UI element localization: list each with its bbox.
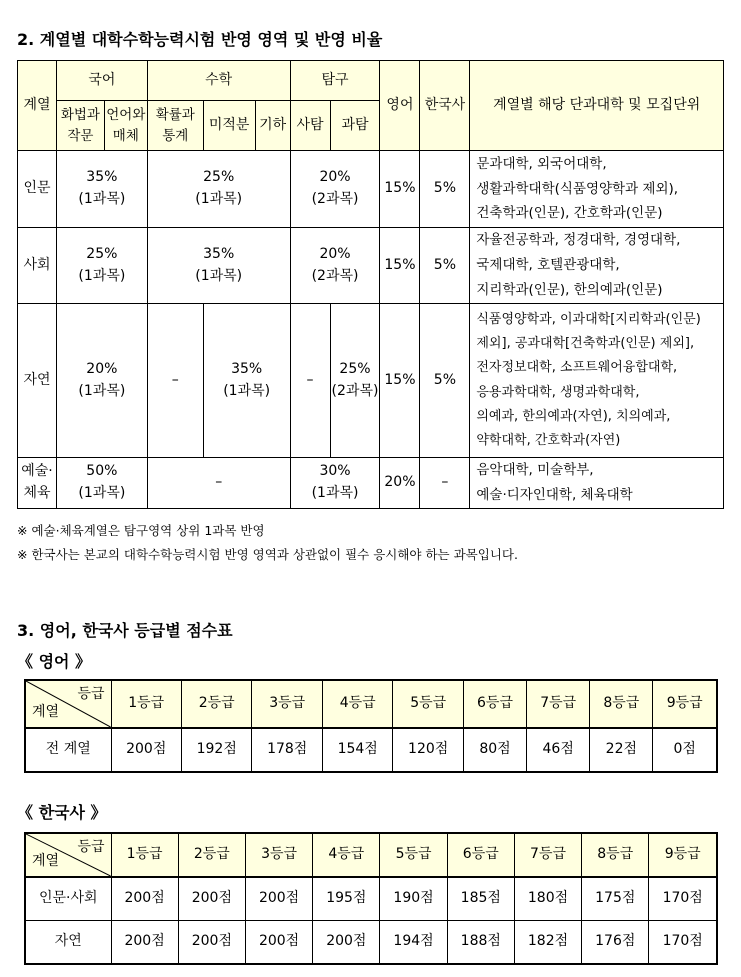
korean-ratio: 35% (1과목) [56,151,147,228]
series-name: 예술· 체육 [18,458,57,509]
header-science-inquiry: 과탐 [330,101,380,151]
corner-cell: 등급 계열 [25,680,111,728]
history-ratio: 5% [420,304,470,458]
table-row-arts [18,458,724,509]
score-cell: 120점 [393,728,463,772]
ratio-table [17,60,724,509]
korean-ratio: 20% (1과목) [56,304,147,458]
inquiry-ratio: 20% (2과목) [290,228,380,304]
inquiry-ratio: 25% (2과목) [330,304,380,458]
header-geometry: 기하 [255,101,290,151]
history-ratio: 5% [420,151,470,228]
score-cell: 175점 [582,877,649,921]
corner-cell: 등급 계열 [25,833,111,877]
score-cell: 22점 [590,728,653,772]
header-speech-writing: 화법과 작문 [56,101,104,151]
row-label: 인문·사회 [25,877,111,921]
header-language-media: 언어와 매체 [104,101,147,151]
series-name: 인문 [18,151,57,228]
series-name: 사회 [18,228,57,304]
english-score-table [24,679,718,773]
colleges-list: 음악대학, 미술학부, 예술·디자인대학, 체육대학 [470,458,724,509]
score-cell: 80점 [463,728,526,772]
grade-7: 7등급 [514,833,581,877]
score-cell: 170점 [649,877,717,921]
header-probability-statistics: 확률과 통계 [147,101,203,151]
math-ratio: 35% (1과목) [147,228,290,304]
grade-2: 2등급 [178,833,245,877]
history-ratio: – [420,458,470,509]
math-ratio: 35% (1과목) [203,304,290,458]
score-cell: 176점 [582,921,649,965]
math-ratio: – [147,458,290,509]
english-ratio: 15% [380,228,420,304]
table-row-social [18,228,724,304]
probability-ratio: – [147,304,203,458]
score-cell: 170점 [649,921,717,965]
table-row-natural [18,304,724,458]
colleges-list: 문과대학, 외국어대학, 생활과학대학(식품영양학과 제외), 건축학과(인문), 간호학과(인문) [470,151,724,228]
row-label: 자연 [25,921,111,965]
colleges-list: 식품영양학과, 이과대학[지리학과(인문) 제외], 공과대학[건축학과(인문) 제외], 전자정보대학, 소프트웨어융합대학, 응용과학대학, 생명과학대학, 의예과, 한의예과(자연), 치의예과, 약학대학, 간호학과(자연) [470,304,724,458]
grade-3: 3등급 [252,680,322,728]
row-label: 전 계열 [25,728,111,772]
score-cell: 178점 [252,728,322,772]
score-cell: 194점 [380,921,447,965]
series-name: 자연 [18,304,57,458]
math-ratio: 25% (1과목) [147,151,290,228]
grade-3: 3등급 [245,833,312,877]
score-cell: 200점 [111,921,178,965]
grade-9: 9등급 [653,680,717,728]
score-cell: 188점 [447,921,514,965]
score-cell: 192점 [181,728,251,772]
grade-5: 5등급 [380,833,447,877]
score-cell: 182점 [514,921,581,965]
grade-1: 1등급 [111,833,178,877]
social-inquiry-ratio: – [290,304,330,458]
english-ratio: 15% [380,304,420,458]
grade-8: 8등급 [582,833,649,877]
table-row [25,728,717,772]
score-cell: 200점 [245,877,312,921]
english-ratio: 15% [380,151,420,228]
score-cell: 195점 [313,877,380,921]
header-social-inquiry: 사탐 [290,101,330,151]
header-colleges: 계열별 해당 단과대학 및 모집단위 [470,61,724,151]
grade-4: 4등급 [322,680,392,728]
colleges-list: 자율전공학과, 정경대학, 경영대학, 국제대학, 호텔관광대학, 지리학과(인문), 한의예과(인문) [470,228,724,304]
history-score-table [24,832,718,965]
grade-1: 1등급 [111,680,181,728]
section2-title: 2. 계열별 대학수학능력시험 반영 영역 및 반영 비율 [17,30,383,49]
header-inquiry: 탐구 [290,61,380,101]
grade-6: 6등급 [463,680,526,728]
grade-8: 8등급 [590,680,653,728]
score-cell: 46점 [527,728,590,772]
score-cell: 190점 [380,877,447,921]
score-cell: 200점 [313,921,380,965]
grade-5: 5등급 [393,680,463,728]
grade-9: 9등급 [649,833,717,877]
score-cell: 200점 [178,921,245,965]
note-history-required: ※ 한국사는 본교의 대학수학능력시험 반영 영역과 상관없이 필수 응시해야 하는 과목입니다. [17,547,518,562]
english-subtitle: 《 영어 》 [17,652,92,671]
grade-2: 2등급 [181,680,251,728]
header-korean: 국어 [56,61,147,101]
score-cell: 0점 [653,728,717,772]
korean-ratio: 50% (1과목) [56,458,147,509]
table-row-humanities [18,151,724,228]
grade-header-row [25,680,717,728]
score-cell: 200점 [245,921,312,965]
inquiry-ratio: 20% (2과목) [290,151,380,228]
score-cell: 200점 [111,728,181,772]
grade-4: 4등급 [313,833,380,877]
english-ratio: 20% [380,458,420,509]
note-arts-inquiry: ※ 예술·체육계열은 탐구영역 상위 1과목 반영 [17,523,265,538]
score-cell: 185점 [447,877,514,921]
grade-header-row [25,833,717,877]
score-cell: 200점 [111,877,178,921]
grade-6: 6등급 [447,833,514,877]
history-ratio: 5% [420,228,470,304]
header-math: 수학 [147,61,290,101]
section3-title: 3. 영어, 한국사 등급별 점수표 [17,621,233,640]
score-cell: 200점 [178,877,245,921]
header-calculus: 미적분 [203,101,255,151]
table-row [25,877,717,921]
inquiry-ratio: 30% (1과목) [290,458,380,509]
table-row [25,921,717,965]
score-cell: 180점 [514,877,581,921]
header-english: 영어 [380,61,420,151]
grade-7: 7등급 [527,680,590,728]
header-series: 계열 [18,61,57,151]
korean-ratio: 25% (1과목) [56,228,147,304]
header-history: 한국사 [420,61,470,151]
history-subtitle: 《 한국사 》 [17,803,107,822]
score-cell: 154점 [322,728,392,772]
